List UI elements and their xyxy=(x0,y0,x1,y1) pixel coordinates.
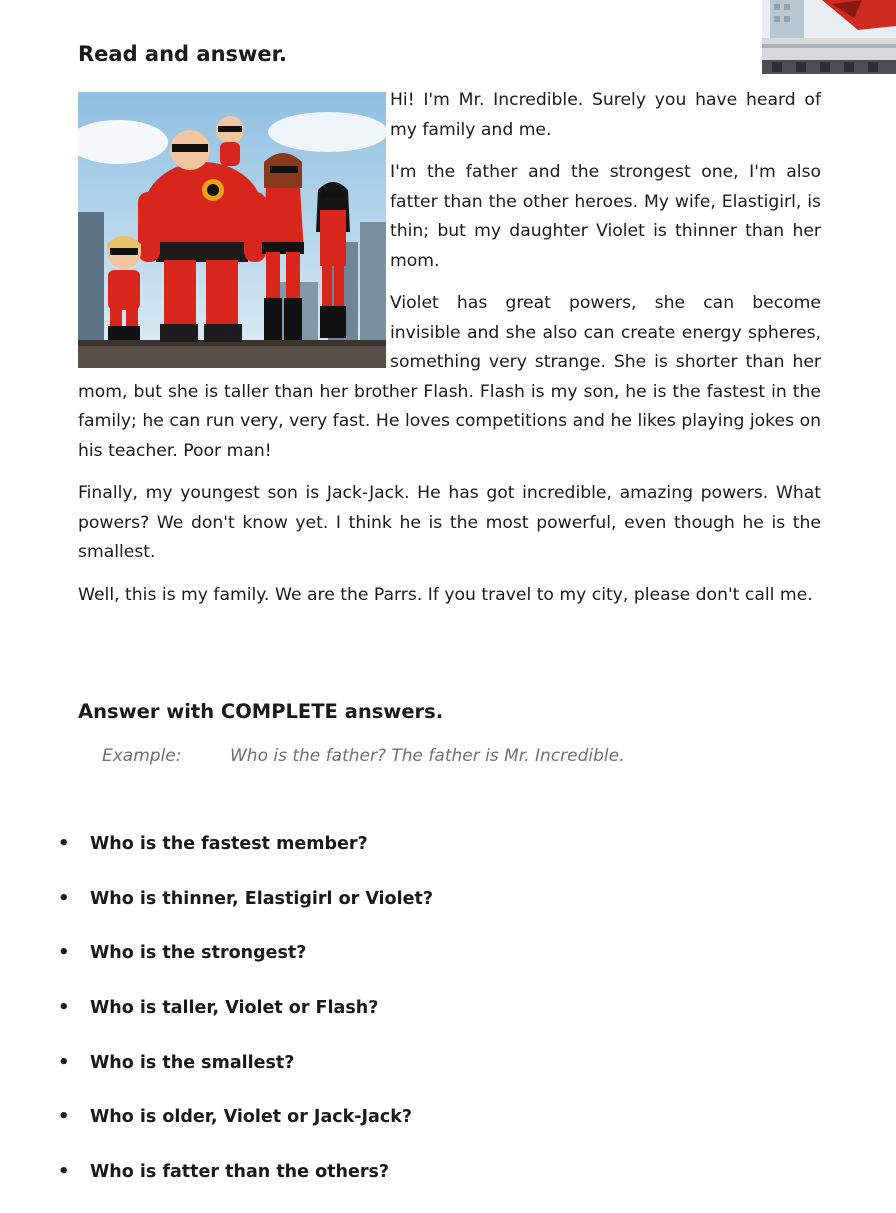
bullet-icon: • xyxy=(58,1106,70,1128)
bullet-icon: • xyxy=(58,1161,70,1183)
bullet-icon: • xyxy=(58,833,70,854)
example-text: Who is the father? The father is Mr. Incredible. xyxy=(230,746,625,766)
bullet-icon: • xyxy=(58,1051,70,1073)
example-label: Example: xyxy=(102,746,182,766)
question-text: Who is taller, Violet or Flash? xyxy=(90,998,379,1019)
page-title: Read and answer. xyxy=(78,42,287,66)
story-paragraph-5: Well, this is my family. We are the Parrs. If you travel to my city, please don't call me. xyxy=(78,584,813,605)
bullet-icon: • xyxy=(58,942,70,964)
question-text: Who is the strongest? xyxy=(90,943,307,964)
answers-heading: Answer with COMPLETE answers. xyxy=(78,700,444,723)
bullet-icon: • xyxy=(58,997,70,1019)
question-text: Who is older, Violet or Jack-Jack? xyxy=(90,1107,413,1128)
question-text: Who is the smallest? xyxy=(90,1052,295,1073)
question-item xyxy=(58,939,433,994)
bullet-icon: • xyxy=(58,887,70,909)
question-text: Who is fatter than the others? xyxy=(90,1162,390,1183)
corner-city-illustration xyxy=(762,0,896,74)
story-text xyxy=(78,86,821,623)
question-text: Who is the fastest member? xyxy=(90,834,368,854)
example-line xyxy=(102,746,624,766)
story-paragraph-4: Finally, my youngest son is Jack-Jack. He has got incredible, amazing powers. What powers? We don't know yet. I think he is the most powerful, even though he is the smallest. xyxy=(78,483,821,562)
story-paragraph-2: I'm the father and the strongest one, I'm also fatter than the other heroes. My wife, Elastigirl, is thin; but my daughter Violet is thinner than her mom. xyxy=(390,162,821,271)
story-paragraph-3: Violet has great powers, she can become invisible and she also can create energy spheres, something very strange. She is shorter than her mom, but she is taller than her brother Flash. Flash is my son, he is the fastest in the family; he can run very, very fast. He loves competitions and he likes playing jokes on his teacher. Poor man! xyxy=(78,293,821,461)
question-list xyxy=(58,830,433,1213)
question-item xyxy=(58,1158,433,1213)
image-spacer xyxy=(78,86,390,370)
question-item xyxy=(58,830,433,885)
question-item xyxy=(58,1049,433,1104)
story-paragraph-1: Hi! I'm Mr. Incredible. Surely you have heard of my family and me. xyxy=(390,90,821,140)
question-item xyxy=(58,885,433,940)
question-item xyxy=(58,994,433,1049)
question-item xyxy=(58,1103,433,1158)
question-text: Who is thinner, Elastigirl or Violet? xyxy=(90,888,433,909)
